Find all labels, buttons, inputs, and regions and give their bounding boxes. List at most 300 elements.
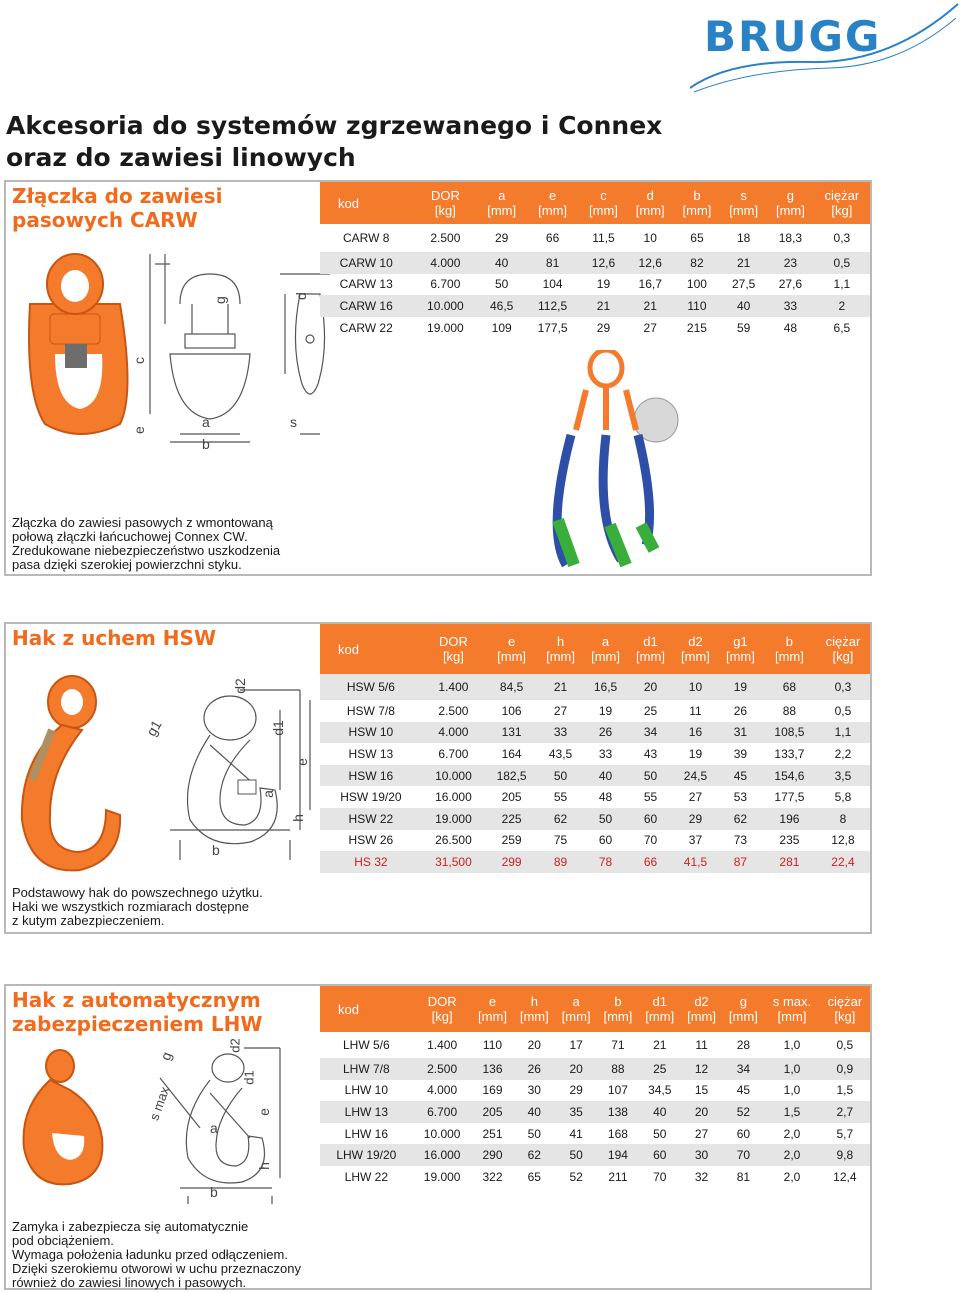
- hsw-dim-label-h: h: [289, 814, 306, 822]
- value-cell: 19: [598, 703, 613, 718]
- value-cell: 10.000: [412, 295, 478, 317]
- product-code-cell: LHW 22: [344, 1169, 389, 1184]
- value-cell: 88: [782, 703, 797, 718]
- hsw-desc-line: Haki we wszystkich rozmiarach dostępne: [12, 899, 249, 914]
- table-row: [320, 274, 870, 296]
- value-cell: 18: [737, 231, 751, 245]
- value-cell: 24,5: [673, 765, 718, 787]
- value-cell: 26: [513, 1058, 555, 1080]
- carw-dim-label-d: d: [293, 292, 309, 300]
- value-cell: 43: [643, 746, 658, 761]
- value-cell: 34,5: [648, 1083, 672, 1098]
- hsw-dim-label-a: a: [259, 790, 276, 798]
- value-cell: 40: [720, 295, 767, 317]
- column-header-unit: [kg]: [434, 203, 456, 218]
- column-header-unit: [kg]: [442, 649, 464, 664]
- product-code-cell: LHW 16: [344, 1126, 389, 1141]
- value-cell: 29: [596, 320, 611, 335]
- value-cell: 182,5: [485, 765, 538, 787]
- carw-dim-label-g: g: [212, 296, 228, 304]
- table-header-row: [320, 624, 870, 674]
- column-header-unit: [mm]: [681, 649, 710, 664]
- value-cell: 27: [553, 703, 568, 718]
- value-cell: 29: [673, 808, 718, 830]
- carw-desc-line: połową złączki łańcuchowej Connex CW.: [12, 529, 248, 544]
- value-cell: 1,1: [833, 277, 851, 292]
- column-header-name: ciężar: [827, 994, 863, 1009]
- value-cell: 12,6: [580, 252, 627, 274]
- value-cell: 2.500: [413, 1058, 472, 1080]
- table-row: [320, 786, 870, 808]
- value-cell: 235: [779, 833, 800, 848]
- carw-dim-label-c: c: [131, 357, 147, 364]
- product-code-cell: HSW 16: [320, 765, 422, 787]
- value-cell: 1,0: [783, 1083, 801, 1098]
- column-header-name: s: [740, 188, 747, 203]
- value-cell: 1.400: [427, 1038, 458, 1052]
- column-header-name: ciężar: [825, 634, 861, 649]
- hsw-dim-label-e: e: [293, 758, 310, 766]
- column-header-unit: [mm]: [774, 649, 804, 664]
- column-header-name: h: [556, 634, 565, 649]
- column-header-unit: [kg]: [832, 649, 854, 664]
- value-cell: 11: [689, 703, 702, 718]
- column-header-unit: [mm]: [603, 1009, 633, 1024]
- value-cell: 35: [555, 1101, 597, 1123]
- value-cell: 81: [525, 252, 580, 274]
- carw-description: [12, 516, 280, 572]
- product-code-cell: LHW 7/8: [320, 1058, 413, 1080]
- value-cell: 50: [555, 1144, 597, 1166]
- value-cell: 205: [472, 1101, 514, 1123]
- table-row: [320, 743, 870, 765]
- value-cell: 71: [611, 1038, 625, 1052]
- product-code-cell: LHW 13: [320, 1101, 413, 1123]
- value-cell: 30: [681, 1144, 723, 1166]
- carw-dim-label-a: a: [202, 414, 210, 430]
- value-cell: 41: [569, 1126, 583, 1141]
- value-cell: 16: [673, 722, 718, 744]
- value-cell: 0,3: [833, 231, 851, 245]
- value-cell: 104: [542, 277, 563, 292]
- value-cell: 60: [628, 808, 673, 830]
- column-header-unit: [mm]: [775, 203, 805, 218]
- column-header-unit: [mm]: [519, 1009, 549, 1024]
- column-header-unit: [mm]: [687, 1009, 716, 1024]
- carw-connector-diagram: [10, 244, 330, 444]
- value-cell: 65: [690, 231, 704, 245]
- value-cell: 84,5: [485, 674, 538, 700]
- column-header-col: [525, 182, 580, 224]
- value-cell: 110: [482, 1038, 503, 1052]
- value-cell: 11,5: [592, 231, 615, 245]
- value-cell: 29: [569, 1083, 583, 1098]
- hsw-spec-table: [320, 624, 870, 873]
- hsw-dim-label-d2: d2: [231, 678, 248, 694]
- column-header-col: [555, 986, 597, 1032]
- value-cell: 4.000: [412, 252, 478, 274]
- column-header-name: ciężar: [824, 188, 860, 203]
- table-row: [320, 722, 870, 744]
- value-cell: 39: [733, 746, 748, 761]
- value-cell: 0,5: [814, 252, 870, 274]
- hsw-dim-label-b: b: [212, 842, 220, 858]
- lhw-dim-label-g: g: [157, 1049, 175, 1063]
- section-title-lhw: [12, 988, 262, 1036]
- value-cell: 41,5: [673, 851, 718, 873]
- column-header-col: [478, 182, 525, 224]
- value-cell: 27,6: [778, 277, 803, 292]
- value-cell: 21: [538, 674, 583, 700]
- value-cell: 17: [569, 1038, 583, 1052]
- hsw-description: [12, 886, 263, 928]
- product-code-cell: CARW 22: [339, 320, 393, 335]
- value-cell: 164: [501, 746, 522, 761]
- carw-sling-photo: [526, 350, 686, 574]
- table-row: [320, 295, 870, 317]
- value-cell: 21: [580, 295, 627, 317]
- value-cell: 23: [767, 252, 814, 274]
- column-header-name: d1: [652, 994, 667, 1009]
- column-header-name: e: [488, 994, 497, 1009]
- value-cell: 2,0: [764, 1144, 819, 1166]
- table-row: [320, 700, 870, 722]
- value-cell: 73: [733, 833, 748, 848]
- value-cell: 1,0: [783, 1038, 801, 1052]
- value-cell: 16,5: [583, 674, 628, 700]
- column-header-col: [718, 624, 763, 674]
- column-header-unit: [mm]: [589, 203, 618, 218]
- column-header-name: DOR: [438, 634, 468, 649]
- column-header-col: [628, 624, 673, 674]
- lhw-dim-label-s-max: s max: [146, 1084, 173, 1123]
- value-cell: 16.000: [413, 1144, 472, 1166]
- column-header-name: b: [785, 634, 794, 649]
- hsw-desc-line: z kutym zabezpieczeniem.: [12, 913, 165, 928]
- value-cell: 19.000: [427, 320, 464, 335]
- product-code-cell: CARW 8: [343, 231, 390, 245]
- value-cell: 30: [527, 1083, 541, 1098]
- value-cell: 8: [816, 808, 870, 830]
- value-cell: 48: [783, 320, 798, 335]
- value-cell: 55: [643, 790, 658, 805]
- value-cell: 138: [597, 1101, 639, 1123]
- column-header-col: [820, 986, 870, 1032]
- column-header-col: [639, 986, 681, 1032]
- value-cell: 2,0: [783, 1126, 801, 1141]
- value-cell: 40: [583, 765, 628, 787]
- product-code-cell: CARW 16: [320, 295, 412, 317]
- value-cell: 10.000: [423, 1126, 461, 1141]
- value-cell: 81: [736, 1169, 751, 1184]
- value-cell: 25: [639, 1058, 681, 1080]
- value-cell: 33: [598, 746, 613, 761]
- value-cell: 89: [538, 851, 583, 873]
- table-row: [320, 808, 870, 830]
- table-row: [320, 1058, 870, 1080]
- value-cell: 1.400: [422, 674, 485, 700]
- column-header-kod: [320, 624, 422, 674]
- value-cell: 50: [538, 765, 583, 787]
- value-cell: 15: [694, 1083, 709, 1098]
- value-cell: 65: [527, 1169, 541, 1184]
- value-cell: 5,7: [836, 1126, 854, 1141]
- carw-desc-line: pasa dzięki szerokiej powierzchni styku.: [12, 557, 242, 572]
- column-header-name: d1: [643, 634, 658, 649]
- section-title-line: pasowych CARW: [12, 208, 198, 232]
- product-code-cell: LHW 10: [344, 1083, 389, 1098]
- value-cell: 20: [527, 1038, 541, 1052]
- column-header-name: b: [614, 994, 622, 1009]
- value-cell: 27: [643, 320, 657, 335]
- value-cell: 168: [607, 1126, 628, 1141]
- column-header-col: [413, 986, 472, 1032]
- value-cell: 40: [639, 1101, 681, 1123]
- value-cell: 21: [653, 1038, 667, 1052]
- column-header-unit: [mm]: [487, 203, 517, 218]
- column-header-col: [673, 624, 718, 674]
- value-cell: 18,3: [778, 231, 803, 245]
- value-cell: 27: [688, 790, 703, 805]
- column-header-col: [583, 624, 628, 674]
- value-cell: 6.700: [413, 1101, 472, 1123]
- value-cell: 22,4: [816, 851, 870, 873]
- lhw-dim-label-d2: d2: [227, 1038, 243, 1053]
- value-cell: 53: [733, 790, 748, 805]
- value-cell: 50: [653, 1126, 667, 1141]
- value-cell: 43,5: [548, 746, 573, 761]
- value-cell: 31: [718, 722, 763, 744]
- table-row: [320, 317, 870, 339]
- table-row: [320, 851, 870, 873]
- value-cell: 50: [527, 1126, 541, 1141]
- value-cell: 87: [718, 851, 763, 873]
- column-header-col: [722, 986, 764, 1032]
- value-cell: 28: [736, 1038, 751, 1052]
- column-header-col: [764, 986, 819, 1032]
- value-cell: 59: [737, 320, 751, 335]
- column-header-unit: [kg]: [431, 1009, 453, 1024]
- product-code-cell: HSW 13: [348, 746, 394, 761]
- value-cell: 20: [628, 674, 673, 700]
- product-code-cell: CARW 10: [320, 252, 412, 274]
- column-header-col: [538, 624, 583, 674]
- column-header-col: [720, 182, 767, 224]
- value-cell: 45: [718, 765, 763, 787]
- value-cell: 6.700: [438, 746, 469, 761]
- column-header-col: [681, 986, 723, 1032]
- column-header-unit: [mm]: [645, 1009, 675, 1024]
- value-cell: 108,5: [763, 722, 816, 744]
- value-cell: 20: [555, 1058, 597, 1080]
- lhw-dim-label-e: e: [255, 1108, 272, 1116]
- table-row: [320, 1032, 870, 1058]
- value-cell: 251: [482, 1126, 503, 1141]
- value-cell: 60: [598, 833, 613, 848]
- value-cell: 1,5: [764, 1101, 819, 1123]
- column-header-name: g: [786, 188, 795, 203]
- value-cell: 10: [643, 231, 657, 245]
- product-code-cell: HSW 5/6: [320, 674, 422, 700]
- column-header-name: a: [498, 188, 506, 203]
- table-header-row: [320, 986, 870, 1032]
- value-cell: 31,500: [422, 851, 485, 873]
- column-header-unit: [mm]: [635, 203, 665, 218]
- column-header-col: [580, 182, 627, 224]
- value-cell: 40: [478, 252, 525, 274]
- value-cell: 2,7: [820, 1101, 870, 1123]
- value-cell: 12,6: [627, 252, 674, 274]
- section-title-hsw: Hak z uchem HSW: [12, 626, 217, 650]
- value-cell: 100: [686, 277, 707, 292]
- value-cell: 131: [485, 722, 538, 744]
- value-cell: 34: [628, 722, 673, 744]
- value-cell: 290: [472, 1144, 514, 1166]
- value-cell: 34: [722, 1058, 764, 1080]
- value-cell: 110: [674, 295, 721, 317]
- column-header-kod: [320, 986, 413, 1032]
- value-cell: 4.000: [422, 722, 485, 744]
- column-header-name: a: [601, 634, 610, 649]
- page-title-line1: Akcesoria do systemów zgrzewanego i Connex: [6, 111, 663, 140]
- column-header-name: d2: [694, 994, 709, 1009]
- value-cell: 26.500: [435, 833, 472, 848]
- lhw-dim-label-h: h: [255, 1162, 272, 1170]
- value-cell: 10: [673, 674, 718, 700]
- value-cell: 33: [767, 295, 814, 317]
- carw-dim-label-s: s: [290, 414, 297, 430]
- value-cell: 27: [694, 1126, 709, 1141]
- value-cell: 19: [718, 674, 763, 700]
- value-cell: 12: [681, 1058, 723, 1080]
- carw-spec-table: [320, 182, 870, 338]
- page-title-line2: oraz do zawiesi linowych: [6, 143, 356, 172]
- column-header-unit: [mm]: [497, 649, 527, 664]
- column-header-unit: [mm]: [561, 1009, 591, 1024]
- value-cell: 0,3: [816, 674, 870, 700]
- column-header-name: b: [693, 188, 701, 203]
- value-cell: 66: [545, 231, 560, 245]
- column-header-col: [814, 182, 870, 224]
- section-title-line: Złączka do zawiesi: [12, 184, 223, 208]
- lhw-desc-line: Zamyka i zabezpiecza się automatycznie: [12, 1219, 249, 1234]
- column-header-name: a: [572, 994, 580, 1009]
- column-header-col: [627, 182, 674, 224]
- value-cell: 70: [653, 1169, 667, 1184]
- lhw-desc-line: Dzięki szerokiemu otworowi w uchu przeznaczony: [12, 1261, 302, 1276]
- value-cell: 3,5: [816, 765, 870, 787]
- page-title: [6, 110, 662, 174]
- value-cell: 2: [814, 295, 870, 317]
- column-header-col: [597, 986, 639, 1032]
- value-cell: 48: [598, 790, 613, 805]
- column-header-unit: [mm]: [725, 649, 755, 664]
- value-cell: 2.500: [438, 703, 469, 718]
- column-header-col: [674, 182, 721, 224]
- column-header-col: [485, 624, 538, 674]
- lhw-spec-table: [320, 986, 870, 1188]
- value-cell: 225: [485, 808, 538, 830]
- column-header-name: g1: [733, 634, 748, 649]
- table-row: [320, 830, 870, 852]
- product-code-cell: HSW 10: [320, 722, 422, 744]
- product-code-cell: LHW 5/6: [343, 1038, 390, 1052]
- value-cell: 27,5: [732, 277, 756, 292]
- value-cell: 50: [628, 765, 673, 787]
- value-cell: 29: [495, 231, 509, 245]
- column-header-name: d2: [688, 634, 703, 649]
- value-cell: 70: [643, 833, 658, 848]
- value-cell: 55: [553, 790, 568, 805]
- column-header-unit: [mm]: [538, 203, 568, 218]
- column-header-col: [412, 182, 478, 224]
- value-cell: 136: [472, 1058, 514, 1080]
- hsw-dim-label-d1: d1: [269, 720, 286, 736]
- value-cell: 281: [763, 851, 816, 873]
- column-header-unit: [kg]: [831, 203, 853, 218]
- value-cell: 1,5: [836, 1083, 854, 1098]
- value-cell: 50: [495, 277, 509, 292]
- value-cell: 62: [538, 808, 583, 830]
- column-header-name: e: [507, 634, 516, 649]
- section-title-line: Hak z automatycznym: [12, 988, 261, 1012]
- value-cell: 2,0: [783, 1169, 801, 1184]
- value-cell: 112,5: [525, 295, 580, 317]
- value-cell: 109: [491, 320, 512, 335]
- value-cell: 196: [763, 808, 816, 830]
- value-cell: 177,5: [774, 790, 805, 805]
- product-code-cell: HSW 26: [348, 833, 394, 848]
- column-header-name: h: [530, 994, 538, 1009]
- lhw-dim-label-b: b: [210, 1184, 218, 1200]
- value-cell: 259: [501, 833, 522, 848]
- lhw-desc-line: pod obciążeniem.: [12, 1233, 114, 1248]
- value-cell: 70: [722, 1144, 764, 1166]
- carw-desc-line: Zredukowane niebezpieczeństwo uszkodzenia: [12, 543, 281, 558]
- product-code-cell: HSW 22: [320, 808, 422, 830]
- column-header-col: [767, 182, 814, 224]
- value-cell: 12,8: [831, 833, 855, 848]
- value-cell: 12,4: [833, 1169, 857, 1184]
- lhw-description: [12, 1220, 301, 1290]
- table-row: [320, 252, 870, 274]
- lhw-dim-label-d1: d1: [241, 1070, 257, 1085]
- value-cell: 32: [694, 1169, 709, 1184]
- value-cell: 0,5: [836, 1038, 854, 1052]
- value-cell: 62: [513, 1144, 555, 1166]
- value-cell: 25: [643, 703, 658, 718]
- product-code-cell: LHW 19/20: [320, 1144, 413, 1166]
- value-cell: 107: [607, 1083, 628, 1098]
- carw-dim-label-e: e: [131, 426, 147, 434]
- table-row: [320, 224, 870, 252]
- value-cell: 169: [482, 1083, 503, 1098]
- value-cell: 9,8: [820, 1144, 870, 1166]
- value-cell: 88: [597, 1058, 639, 1080]
- value-cell: 66: [628, 851, 673, 873]
- value-cell: 60: [736, 1126, 751, 1141]
- value-cell: 33: [538, 722, 583, 744]
- column-header-col: [513, 986, 555, 1032]
- value-cell: 4.000: [427, 1083, 458, 1098]
- hsw-desc-line: Podstawowy hak do powszechnego użytku.: [12, 885, 263, 900]
- value-cell: 21: [720, 252, 767, 274]
- value-cell: 52: [569, 1169, 583, 1184]
- value-cell: 177,5: [537, 320, 568, 335]
- table-header-row: [320, 182, 870, 224]
- column-header-unit: [mm]: [591, 649, 620, 664]
- column-header-name: DOR: [430, 188, 460, 203]
